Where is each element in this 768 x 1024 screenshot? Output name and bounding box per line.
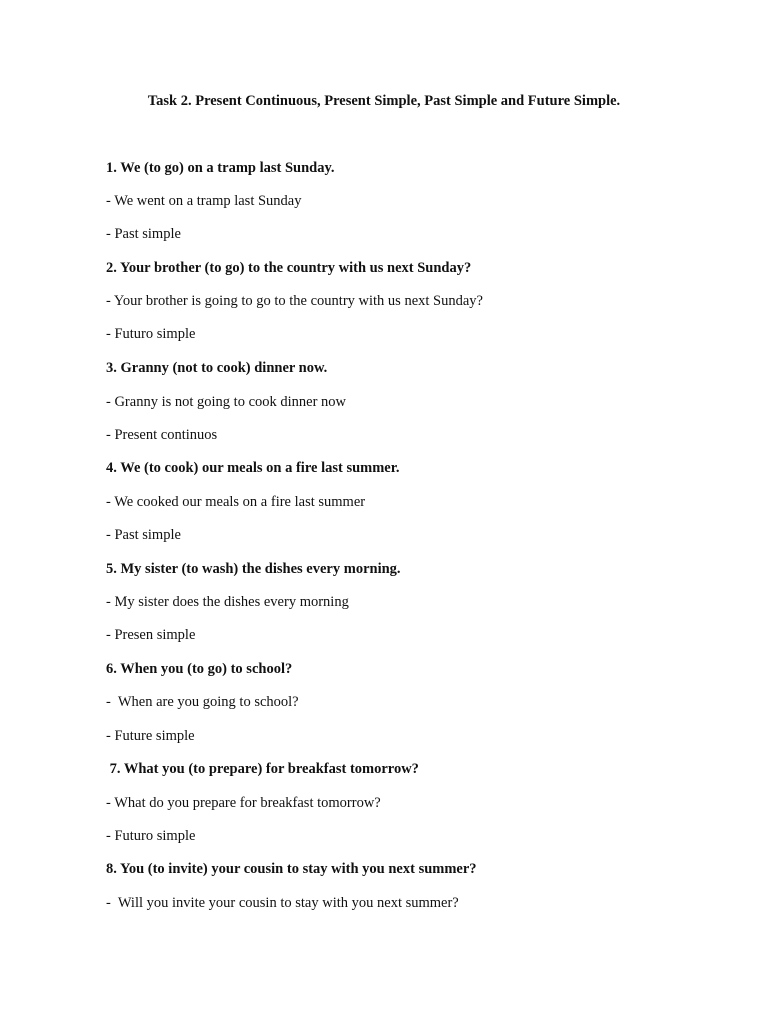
tense-2: - Futuro simple (106, 326, 196, 342)
question-4: 4. We (to cook) our meals on a fire last summer. (106, 460, 400, 476)
answer-7: - What do you prepare for breakfast tomorrow? (106, 795, 381, 811)
question-6: 6. When you (to go) to school? (106, 661, 293, 677)
tense-1: - Past simple (106, 226, 181, 242)
tense-4: - Past simple (106, 527, 181, 543)
question-1: 1. We (to go) on a tramp last Sunday. (106, 160, 335, 176)
answer-3: - Granny is not going to cook dinner now (106, 394, 347, 410)
answer-4: - We cooked our meals on a fire last summer (106, 494, 366, 510)
question-5: 5. My sister (to wash) the dishes every morning. (106, 561, 401, 577)
question-3: 3. Granny (not to cook) dinner now. (106, 360, 328, 376)
question-7: 7. What you (to prepare) for breakfast tomorrow? (106, 761, 419, 777)
tense-3: - Present continuos (106, 427, 218, 443)
answer-6: - When are you going to school? (106, 694, 299, 710)
answer-2: - Your brother is going to go to the country with us next Sunday? (106, 293, 483, 309)
tense-6: - Future simple (106, 728, 195, 744)
tense-7: - Futuro simple (106, 828, 196, 844)
document-title: Task 2. Present Continuous, Present Simple, Past Simple and Future Simple. (147, 93, 621, 109)
question-2: 2. Your brother (to go) to the country with us next Sunday? (106, 260, 472, 276)
tense-5: - Presen simple (106, 627, 196, 643)
answer-5: - My sister does the dishes every morning (106, 594, 349, 610)
answer-1: - We went on a tramp last Sunday (106, 193, 302, 209)
answer-8: - Will you invite your cousin to stay with you next summer? (106, 895, 459, 911)
question-8: 8. You (to invite) your cousin to stay with you next summer? (106, 861, 477, 877)
